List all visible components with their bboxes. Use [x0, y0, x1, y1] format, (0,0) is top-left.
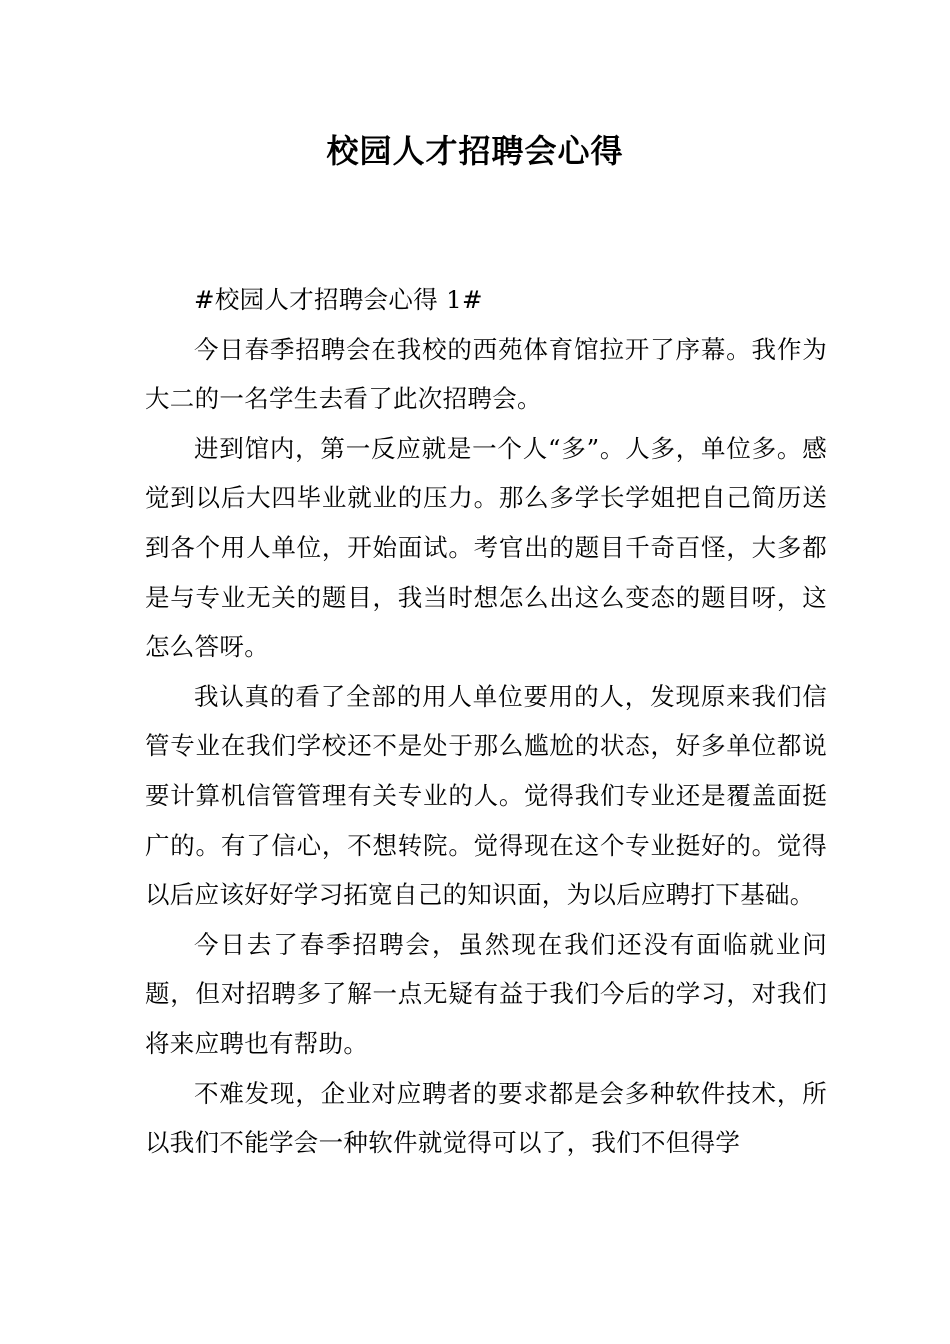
paragraph-3: 我认真的看了全部的用人单位要用的人，发现原来我们信管专业在我们学校还不是处于那么尴尬的状态，好多单位都说要计算机信管管理有关专业的人。觉得我们专业还是覆盖面挺广的。有了信心，不想转院。觉得现在这个专业挺好的。觉得以后应该好好学习拓宽自己的知识面，为以后应聘打下基础。 [145, 681, 827, 910]
document-title: 校园人才招聘会心得 [326, 132, 624, 170]
paragraph-5: 不难发现，企业对应聘者的要求都是会多种软件技术，所以我们不能学会一种软件就觉得可以了，我们不但得学 [145, 1078, 827, 1158]
paragraph-1: 今日春季招聘会在我校的西苑体育馆拉开了序幕。我作为大二的一名学生去看了此次招聘会。 [145, 334, 827, 414]
document-body [145, 275, 827, 1168]
section-heading: #校园人才招聘会心得 1# [194, 285, 483, 314]
paragraph-2: 进到馆内，第一反应就是一个人“多”。人多，单位多。感觉到以后大四毕业就业的压力。那么多学长学姐把自己简历送到各个用人单位，开始面试。考官出的题目千奇百怪，大多都是与专业无关的题目，我当时想怎么出这么变态的题目呀，这怎么答呀。 [145, 433, 827, 662]
paragraph-4: 今日去了春季招聘会，虽然现在我们还没有面临就业问题，但对招聘多了解一点无疑有益于我们今后的学习，对我们将来应聘也有帮助。 [145, 929, 827, 1058]
